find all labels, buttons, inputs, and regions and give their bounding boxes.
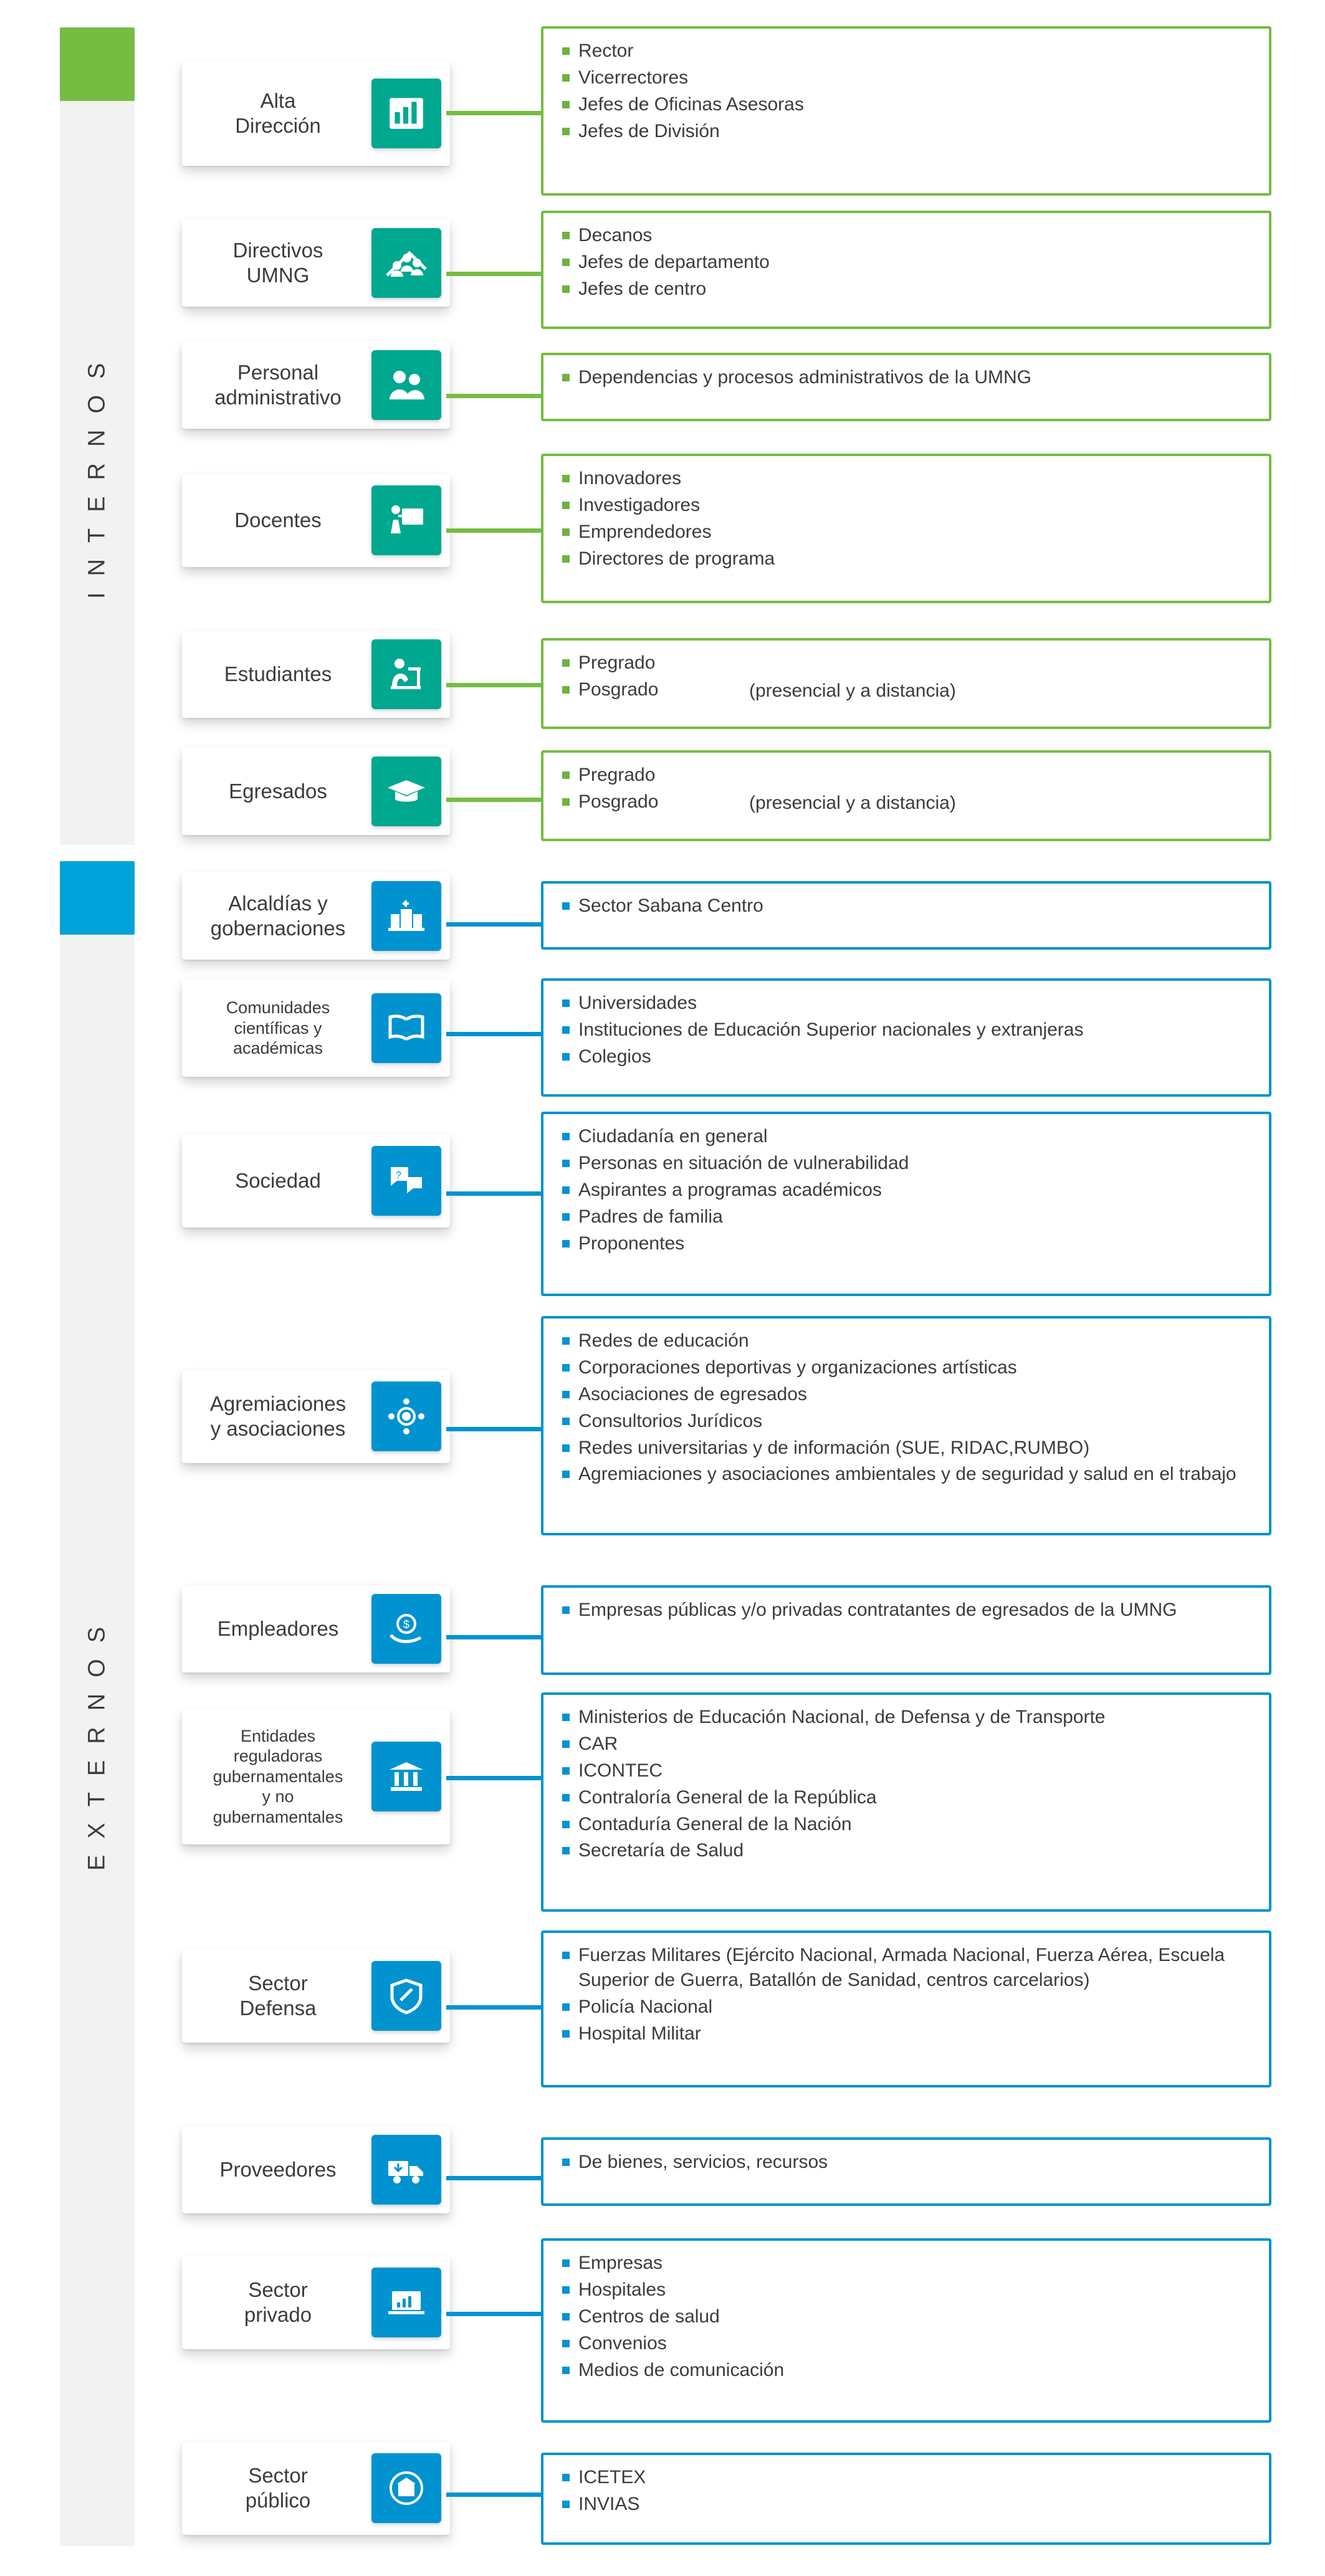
list-item: Contraloría General de la República bbox=[560, 1785, 1256, 1810]
delivery-truck-icon bbox=[371, 2135, 441, 2205]
list-item: Corporaciones deportivas y organizaciones artísticas bbox=[560, 1355, 1256, 1380]
connector-proveedores bbox=[446, 2176, 545, 2180]
list-item: Medios de comunicación bbox=[560, 2358, 1256, 2383]
plaque-directivos-umng[interactable] bbox=[182, 219, 450, 307]
plaque-sector-defensa[interactable] bbox=[182, 1949, 450, 2043]
list-item: CAR bbox=[560, 1732, 1256, 1757]
connector-sector-privado bbox=[446, 2312, 545, 2316]
list-item: Pregrado bbox=[560, 763, 1256, 788]
plaque-agremiaciones-asociaciones[interactable] bbox=[182, 1370, 450, 1463]
listbox-agremiaciones-asociaciones bbox=[541, 1316, 1271, 1535]
list-item: Padres de familia bbox=[560, 1205, 1256, 1229]
rail-cap-externos bbox=[60, 861, 135, 935]
list-item: Empresas bbox=[560, 2251, 1256, 2276]
plaque-sector-publico[interactable] bbox=[182, 2441, 450, 2535]
plaque-docentes[interactable] bbox=[182, 474, 450, 567]
list-item: Asociaciones de egresados bbox=[560, 1382, 1256, 1407]
list-agremiaciones-asociaciones bbox=[560, 1329, 1256, 1487]
plaque-label-sector-privado: Sector privado bbox=[244, 2278, 312, 2326]
plaque-label-agremiaciones-asociaciones: Agremiaciones y asociaciones bbox=[209, 1391, 347, 1440]
rail-label-externos bbox=[60, 935, 135, 2546]
plaque-label-estudiantes: Estudiantes bbox=[224, 662, 332, 685]
plaque-alta-direccion[interactable] bbox=[182, 61, 450, 166]
listbox-directivos-umng bbox=[541, 211, 1271, 329]
plaque-label-sociedad: Sociedad bbox=[235, 1168, 321, 1192]
list-item: Posgrado bbox=[560, 677, 1256, 702]
list-item: Convenios bbox=[560, 2331, 1256, 2356]
list-item: Instituciones de Educación Superior nacionales y extranjeras bbox=[560, 1018, 1256, 1042]
list-item: Ciudadanía en general bbox=[560, 1124, 1256, 1149]
rail-cap-internos bbox=[60, 27, 135, 101]
list-item: Innovadores bbox=[560, 466, 1256, 491]
listbox-estudiantes bbox=[541, 638, 1271, 729]
graduation-cap-icon bbox=[371, 756, 441, 826]
connector-egresados bbox=[446, 798, 545, 802]
plaque-label-sector-defensa: Sector Defensa bbox=[239, 1971, 317, 2020]
list-item: Decanos bbox=[560, 223, 1256, 248]
connector-sociedad bbox=[446, 1191, 545, 1196]
list-sociedad bbox=[560, 1124, 1256, 1256]
rail-label-internos bbox=[60, 101, 135, 845]
plaque-label-alcaldias-gobernaciones: Alcaldías y gobernaciones bbox=[210, 891, 346, 940]
connector-alta-direccion bbox=[446, 111, 545, 115]
plaque-label-docentes: Docentes bbox=[234, 508, 322, 532]
speech-bubbles-icon bbox=[371, 1146, 441, 1216]
note-estudiantes: (presencial y a distancia) bbox=[749, 680, 956, 701]
listbox-sociedad bbox=[541, 1112, 1271, 1296]
connector-estudiantes bbox=[446, 683, 545, 687]
list-item: Redes universitarias y de información (SUE, RIDAC,RUMBO) bbox=[560, 1436, 1256, 1461]
listbox-alcaldias-gobernaciones bbox=[541, 881, 1271, 950]
teacher-board-icon bbox=[371, 485, 441, 555]
list-sector-publico bbox=[560, 2465, 1256, 2517]
two-persons-icon bbox=[371, 350, 441, 420]
listbox-sector-publico bbox=[541, 2453, 1271, 2545]
list-item: Secretaría de Salud bbox=[560, 1838, 1256, 1863]
list-item: Vicerrectores bbox=[560, 65, 1256, 90]
list-item: Empresas públicas y/o privadas contratantes de egresados de la UMNG bbox=[560, 1598, 1256, 1623]
list-item: Dependencias y procesos administrativos de la UMNG bbox=[560, 365, 1256, 390]
listbox-alta-direccion bbox=[541, 26, 1271, 196]
listbox-empleadores bbox=[541, 1585, 1271, 1675]
list-alcaldias-gobernaciones bbox=[560, 894, 1256, 918]
list-item: Jefes de Oficinas Asesoras bbox=[560, 92, 1256, 117]
note-egresados: (presencial y a distancia) bbox=[749, 793, 956, 813]
list-item: Jefes de departamento bbox=[560, 250, 1256, 275]
connector-directivos-umng bbox=[446, 272, 545, 276]
svg-text:$: $ bbox=[403, 1618, 410, 1631]
list-personal-administrativo bbox=[560, 365, 1256, 390]
connector-empleadores bbox=[446, 1635, 545, 1639]
classic-building-icon bbox=[371, 1742, 441, 1811]
plaque-sector-privado[interactable] bbox=[182, 2256, 450, 2349]
list-item: Consultorios Jurídicos bbox=[560, 1409, 1256, 1434]
shield-icon bbox=[371, 1961, 441, 2031]
plaque-label-sector-publico: Sector público bbox=[245, 2463, 311, 2512]
list-item: Fuerzas Militares (Ejército Nacional, Armada Nacional, Fuerza Aérea, Escuela Superior de Guerra, Batallón de Sanidad, centros carcelarios) bbox=[560, 1943, 1256, 1993]
list-item: Universidades bbox=[560, 991, 1256, 1016]
list-item: Jefes de División bbox=[560, 119, 1256, 144]
plaque-label-proveedores: Proveedores bbox=[219, 2157, 337, 2181]
connector-docentes bbox=[446, 528, 545, 533]
people-group-icon bbox=[371, 228, 441, 298]
plaque-proveedores[interactable] bbox=[182, 2126, 450, 2213]
plaque-empleadores[interactable] bbox=[182, 1585, 450, 1672]
plaque-label-entidades-reguladoras: Entidades reguladoras gubernamentales y no gubernamentales bbox=[213, 1727, 343, 1826]
list-item: ICETEX bbox=[560, 2465, 1256, 2490]
plaque-estudiantes[interactable] bbox=[182, 631, 450, 718]
bar-chart-icon bbox=[371, 79, 441, 148]
list-sector-privado bbox=[560, 2251, 1256, 2382]
list-item: Aspirantes a programas académicos bbox=[560, 1178, 1256, 1203]
plaque-comunidades-cientificas[interactable] bbox=[182, 980, 450, 1077]
plaque-label-egresados: Egresados bbox=[229, 779, 327, 803]
laptop-chart-icon bbox=[371, 2268, 441, 2337]
rail-label-externos-text: EXTERNOS bbox=[84, 1610, 110, 1871]
plaque-egresados[interactable] bbox=[182, 748, 450, 835]
list-item: De bienes, servicios, recursos bbox=[560, 2150, 1256, 2175]
list-item: Hospital Militar bbox=[560, 2021, 1256, 2046]
list-item: Posgrado bbox=[560, 789, 1256, 814]
money-hand-icon bbox=[371, 1594, 441, 1664]
list-directivos-umng bbox=[560, 223, 1256, 302]
connector-sector-defensa bbox=[446, 2005, 545, 2010]
list-item: Contaduría General de la Nación bbox=[560, 1812, 1256, 1837]
plaque-label-comunidades-cientificas: Comunidades científicas y académicas bbox=[226, 998, 330, 1058]
listbox-personal-administrativo bbox=[541, 353, 1271, 421]
list-item: Proponentes bbox=[560, 1231, 1256, 1256]
connector-comunidades-cientificas bbox=[446, 1032, 545, 1036]
list-item: Pregrado bbox=[560, 651, 1256, 675]
plaque-personal-administrativo[interactable] bbox=[182, 341, 450, 429]
list-item: Jefes de centro bbox=[560, 277, 1256, 302]
list-item: Agremiaciones y asociaciones ambientales y de seguridad y salud en el trabajo bbox=[560, 1462, 1256, 1487]
listbox-sector-privado bbox=[541, 2238, 1271, 2423]
list-comunidades-cientificas bbox=[560, 991, 1256, 1069]
list-item: Redes de educación bbox=[560, 1329, 1256, 1353]
list-item: Directores de programa bbox=[560, 546, 1256, 571]
list-item: Ministerios de Educación Nacional, de Defensa y de Transporte bbox=[560, 1705, 1256, 1730]
gear-network-icon bbox=[371, 1381, 441, 1451]
rail-label-internos-text: INTERNOS bbox=[84, 346, 110, 599]
list-item: Hospitales bbox=[560, 2278, 1256, 2302]
list-entidades-reguladoras bbox=[560, 1705, 1256, 1863]
list-item: ICONTEC bbox=[560, 1758, 1256, 1783]
city-bank-icon bbox=[371, 2453, 441, 2523]
connector-agremiaciones-asociaciones bbox=[446, 1427, 545, 1431]
list-sector-defensa bbox=[560, 1943, 1256, 2046]
list-alta-direccion bbox=[560, 39, 1256, 144]
plaque-entidades-reguladoras[interactable] bbox=[182, 1709, 450, 1844]
connector-alcaldias-gobernaciones bbox=[446, 922, 545, 927]
list-item: Emprendedores bbox=[560, 520, 1256, 545]
listbox-entidades-reguladoras bbox=[541, 1692, 1271, 1912]
list-proveedores bbox=[560, 2150, 1256, 2175]
plaque-label-directivos-umng: Directivos UMNG bbox=[232, 238, 323, 287]
listbox-proveedores bbox=[541, 2137, 1271, 2206]
list-item: Rector bbox=[560, 39, 1256, 64]
open-book-icon bbox=[371, 993, 441, 1063]
plaque-label-personal-administrativo: Personal administrativo bbox=[214, 360, 342, 409]
plaque-sociedad[interactable] bbox=[182, 1134, 450, 1228]
plaque-alcaldias-gobernaciones[interactable] bbox=[182, 872, 450, 960]
list-item: Colegios bbox=[560, 1044, 1256, 1069]
connector-sector-publico bbox=[446, 2493, 545, 2497]
list-item: Sector Sabana Centro bbox=[560, 894, 1256, 918]
student-desk-icon bbox=[371, 639, 441, 709]
connector-entidades-reguladoras bbox=[446, 1776, 545, 1780]
list-docentes bbox=[560, 466, 1256, 571]
listbox-docentes bbox=[541, 454, 1271, 603]
list-item: Personas en situación de vulnerabilidad bbox=[560, 1151, 1256, 1176]
svg-text:?: ? bbox=[396, 1170, 401, 1181]
connector-personal-administrativo bbox=[446, 394, 545, 398]
list-item: Investigadores bbox=[560, 493, 1256, 518]
government-buildings-icon bbox=[371, 881, 441, 951]
list-item: INVIAS bbox=[560, 2492, 1256, 2517]
plaque-label-empleadores: Empleadores bbox=[217, 1616, 339, 1640]
plaque-label-alta-direccion: Alta Dirección bbox=[235, 88, 321, 137]
list-item: Centros de salud bbox=[560, 2304, 1256, 2329]
listbox-egresados bbox=[541, 750, 1271, 841]
list-empleadores bbox=[560, 1598, 1256, 1623]
listbox-sector-defensa bbox=[541, 1930, 1271, 2087]
list-item: Policía Nacional bbox=[560, 1995, 1256, 2020]
listbox-comunidades-cientificas bbox=[541, 978, 1271, 1097]
